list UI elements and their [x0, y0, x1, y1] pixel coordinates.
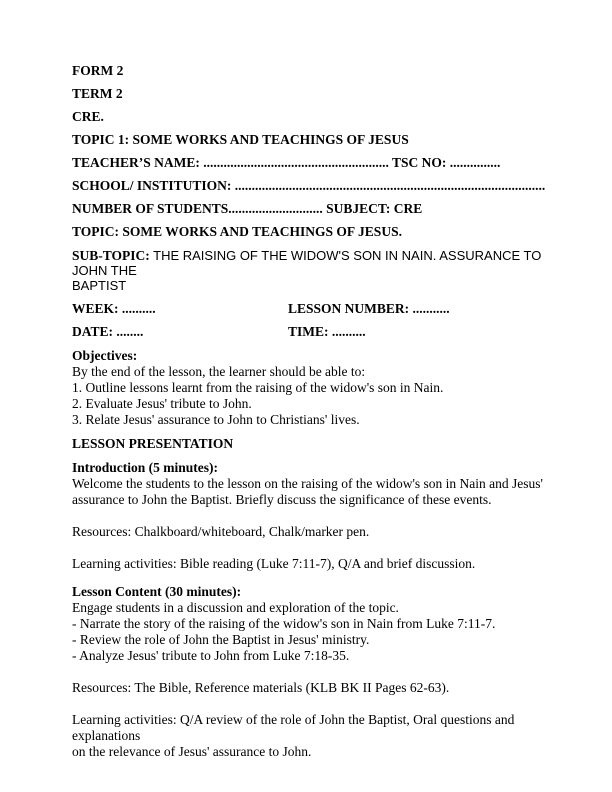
school-institution-line: SCHOOL/ INSTITUTION: ............................................................................................	[72, 178, 546, 193]
lesson-content-heading: Lesson Content (30 minutes):	[72, 584, 242, 599]
lesson-content-point-2: - Review the role of John the Baptist in Jesus' ministry.	[72, 632, 370, 647]
introduction-body-line1: Welcome the students to the lesson on the raising of the widow's son in Nain and Jesus'	[72, 476, 543, 491]
subtopic-label: SUB-TOPIC:	[72, 248, 150, 263]
teacher-name-tsc-line: TEACHER’S NAME: ....................................................... TSC NO: ...............	[72, 155, 501, 170]
objective-item-3: 3. Relate Jesus' assurance to John to Christians' lives.	[72, 412, 360, 427]
objectives-lead: By the end of the lesson, the learner should be able to:	[72, 364, 366, 379]
form-line: FORM 2	[72, 63, 124, 78]
lesson-number-field: LESSON NUMBER: ...........	[288, 301, 450, 316]
subject-code-line: CRE.	[72, 109, 104, 124]
time-field: TIME: ..........	[288, 324, 366, 339]
introduction-heading: Introduction (5 minutes):	[72, 460, 219, 475]
date-field: DATE: ........	[72, 324, 144, 339]
term-line: TERM 2	[72, 86, 123, 101]
lesson-content-point-3: - Analyze Jesus' tribute to John from Luke 7:18-35.	[72, 648, 350, 663]
lesson-content-resources: Resources: The Bible, Reference materials (KLB BK II Pages 62-63).	[72, 680, 450, 695]
lesson-content-activities-line2: on the relevance of Jesus' assurance to John.	[72, 744, 312, 759]
introduction-body-line2: assurance to John the Baptist. Briefly discuss the significance of these events.	[72, 492, 492, 507]
week-field: WEEK: ..........	[72, 301, 156, 316]
lesson-content-lead: Engage students in a discussion and exploration of the topic.	[72, 600, 399, 615]
subtopic-value-line1: THE RAISING OF THE WIDOW'S SON IN NAIN. ASSURANCE TO JOHN THE	[72, 248, 542, 278]
lesson-presentation-heading: LESSON PRESENTATION	[72, 436, 234, 451]
date-time-row	[72, 325, 548, 339]
objective-item-2: 2. Evaluate Jesus' tribute to John.	[72, 396, 252, 411]
students-subject-line: NUMBER OF STUDENTS............................ SUBJECT: CRE	[72, 201, 423, 216]
objective-item-1: 1. Outline lessons learnt from the raising of the widow's son in Nain.	[72, 380, 444, 395]
lesson-content-point-1: - Narrate the story of the raising of the widow's son in Nain from Luke 7:11-7.	[72, 616, 496, 631]
subtopic-value-line2: BAPTIST	[72, 278, 127, 293]
topic-heading: TOPIC: SOME WORKS AND TEACHINGS OF JESUS.	[72, 224, 402, 239]
topic1-heading: TOPIC 1: SOME WORKS AND TEACHINGS OF JESUS	[72, 132, 409, 147]
lesson-content-activities-line1: Learning activities: Q/A review of the role of John the Baptist, Oral questions and explanations	[72, 712, 515, 743]
objectives-heading: Objectives:	[72, 348, 138, 363]
introduction-activities: Learning activities: Bible reading (Luke 7:11-7), Q/A and brief discussion.	[72, 556, 476, 571]
week-lesson-row	[72, 302, 548, 316]
subtopic-line	[72, 248, 548, 293]
introduction-resources: Resources: Chalkboard/whiteboard, Chalk/marker pen.	[72, 524, 370, 539]
